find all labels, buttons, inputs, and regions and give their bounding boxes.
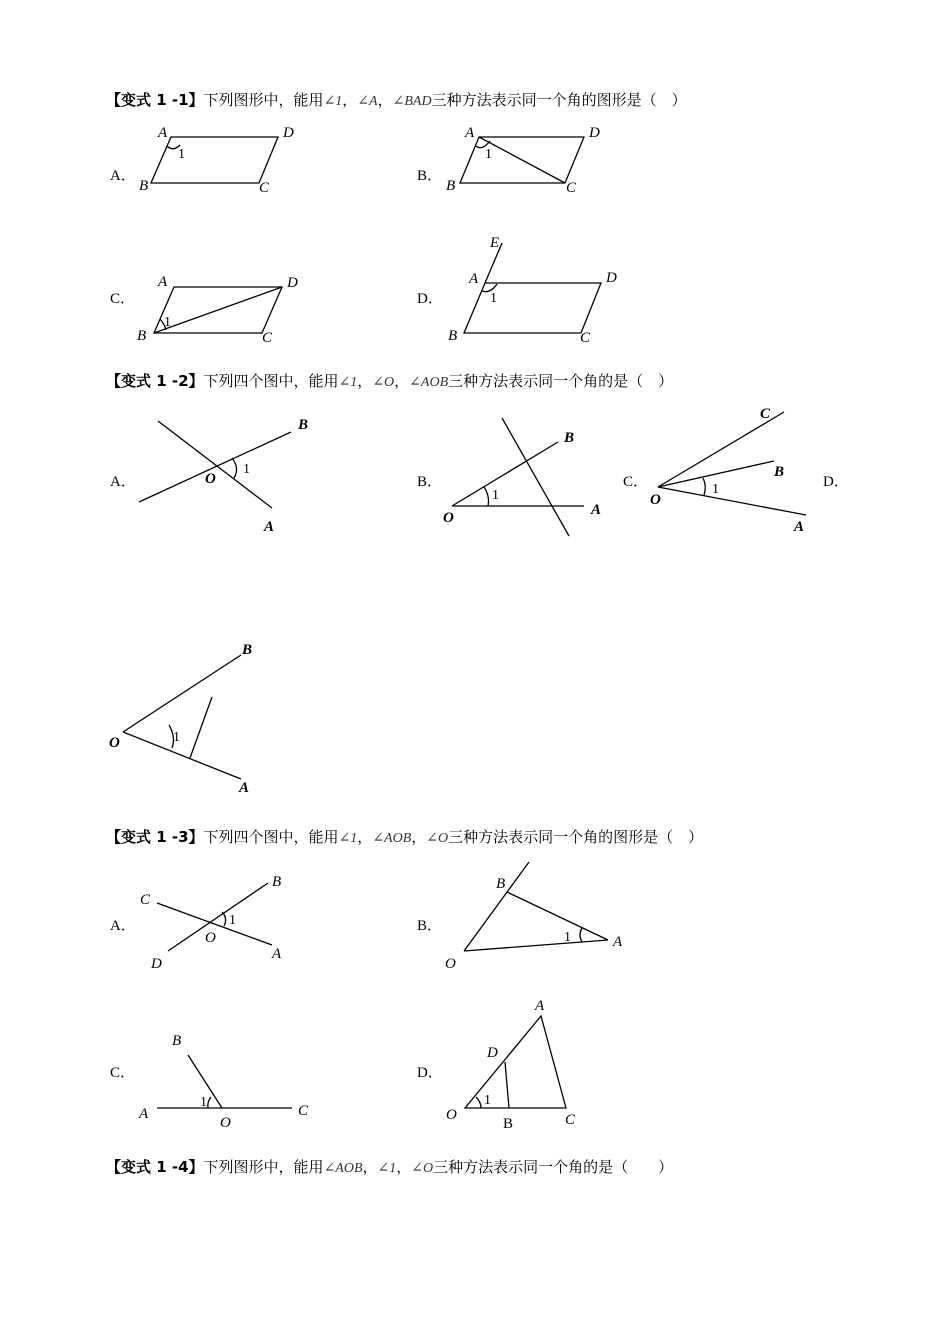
math-term: ∠1 <box>377 1161 397 1176</box>
angle-label: 1 <box>485 147 492 162</box>
angle-label: 1 <box>564 930 571 945</box>
point-label: B <box>446 178 456 194</box>
option-label: C． <box>110 1065 136 1081</box>
angle-label: 1 <box>492 488 499 503</box>
question-text: 下列图形中，能用 <box>203 91 324 109</box>
math-term: ∠O <box>372 375 395 390</box>
option-label: C． <box>623 474 649 490</box>
separator: ， <box>411 828 427 846</box>
point-label: A <box>613 934 623 950</box>
option-label: B． <box>417 918 443 934</box>
point-label: C <box>259 180 270 196</box>
math-term: ∠O <box>411 1161 434 1176</box>
point-label: B <box>242 642 253 658</box>
point-label: C <box>262 330 273 346</box>
angle-label: 1 <box>178 147 185 162</box>
segment-db <box>505 1062 509 1108</box>
point-label: O <box>205 471 216 487</box>
question-label: 【变式 1 -1】 <box>106 91 204 109</box>
point-label: B <box>503 1116 514 1132</box>
option-label: A． <box>110 168 136 184</box>
separator: ， <box>362 1158 378 1176</box>
separator: ， <box>394 372 410 390</box>
point-label: C <box>580 330 591 346</box>
point-label: A <box>465 125 475 141</box>
question-text: 三种方法表示同一个角的是（ ） <box>433 1158 674 1176</box>
point-label: B <box>496 876 506 892</box>
separator: ， <box>357 828 373 846</box>
angle-label: 1 <box>200 1095 207 1110</box>
point-label: C <box>566 180 577 196</box>
point-label: O <box>650 492 661 508</box>
point-label: O <box>205 930 216 946</box>
math-term: ∠1 <box>323 94 343 109</box>
point-label: O <box>220 1115 231 1131</box>
question-text: 下列四个图中，能用 <box>203 372 339 390</box>
question-label: 【变式 1 -4】 <box>106 1158 204 1176</box>
angle-label: 1 <box>712 482 719 497</box>
point-label: B <box>272 874 282 890</box>
angle-label: 1 <box>484 1093 491 1108</box>
point-label: B <box>774 464 785 480</box>
math-term: ∠BAD <box>392 94 432 109</box>
math-term: ∠1 <box>338 375 358 390</box>
separator: ， <box>377 91 393 109</box>
option-label: D． <box>823 474 849 490</box>
angle-label: 1 <box>164 315 171 330</box>
point-label: A <box>794 519 805 535</box>
point-label: A <box>469 271 479 287</box>
option-label: C． <box>110 291 136 307</box>
point-label: A <box>158 125 168 141</box>
math-term: ∠AOB <box>409 375 449 390</box>
option-label: D． <box>417 1065 443 1081</box>
question-text: 三种方法表示同一个角的是（ ） <box>448 372 674 390</box>
option-label: B． <box>417 168 443 184</box>
triangle <box>465 1016 566 1108</box>
math-term: ∠1 <box>338 831 358 846</box>
separator: ， <box>342 91 358 109</box>
point-label: O <box>446 1107 457 1123</box>
point-label: C <box>760 406 771 422</box>
angle-label: 1 <box>229 913 236 928</box>
point-label: B <box>172 1033 182 1049</box>
angle-arc <box>476 1097 481 1108</box>
point-label: B <box>139 178 149 194</box>
point-label: A <box>264 519 275 535</box>
question-1-4 <box>106 1157 673 1179</box>
math-term: ∠AOB <box>323 1161 363 1176</box>
question-label: 【变式 1 -2】 <box>106 372 204 390</box>
point-label: C <box>565 1112 576 1128</box>
option-label: A． <box>110 474 136 490</box>
point-label: O <box>443 510 454 526</box>
point-label: B <box>298 417 309 433</box>
option-label: B． <box>417 474 443 490</box>
question-text: 三种方法表示同一个角的图形是（ ） <box>448 828 704 846</box>
angle-label: 1 <box>173 730 180 745</box>
question-label: 【变式 1 -3】 <box>106 828 204 846</box>
math-term: ∠AOB <box>372 831 412 846</box>
point-label: O <box>109 735 120 751</box>
option-label: D． <box>417 291 443 307</box>
point-label: A <box>272 946 282 962</box>
math-term: ∠O <box>426 831 449 846</box>
point-label: D <box>606 270 617 286</box>
point-label: D <box>287 275 298 291</box>
angle-label: 1 <box>243 462 250 477</box>
point-label: A <box>239 780 250 796</box>
point-label: D <box>151 956 162 972</box>
point-label: C <box>140 892 151 908</box>
question-text: 三种方法表示同一个角的图形是（ ） <box>431 91 687 109</box>
separator: ， <box>396 1158 412 1176</box>
point-label: O <box>445 956 456 972</box>
point-label: C <box>298 1103 309 1119</box>
point-label: A <box>139 1106 149 1122</box>
point-label: B <box>564 430 575 446</box>
point-label: D <box>283 125 294 141</box>
option-label: A． <box>110 918 136 934</box>
point-label: B <box>137 328 147 344</box>
point-label: E <box>490 235 500 251</box>
separator: ， <box>357 372 373 390</box>
point-label: B <box>448 328 458 344</box>
angle-label: 1 <box>490 291 497 306</box>
point-label: D <box>487 1045 498 1061</box>
question-text: 下列图形中，能用 <box>203 1158 324 1176</box>
point-label: A <box>591 502 602 518</box>
math-term: ∠A <box>357 94 378 109</box>
question-text: 下列四个图中，能用 <box>203 828 339 846</box>
point-label: A <box>535 998 545 1014</box>
point-label: A <box>158 274 168 290</box>
point-label: D <box>589 125 600 141</box>
